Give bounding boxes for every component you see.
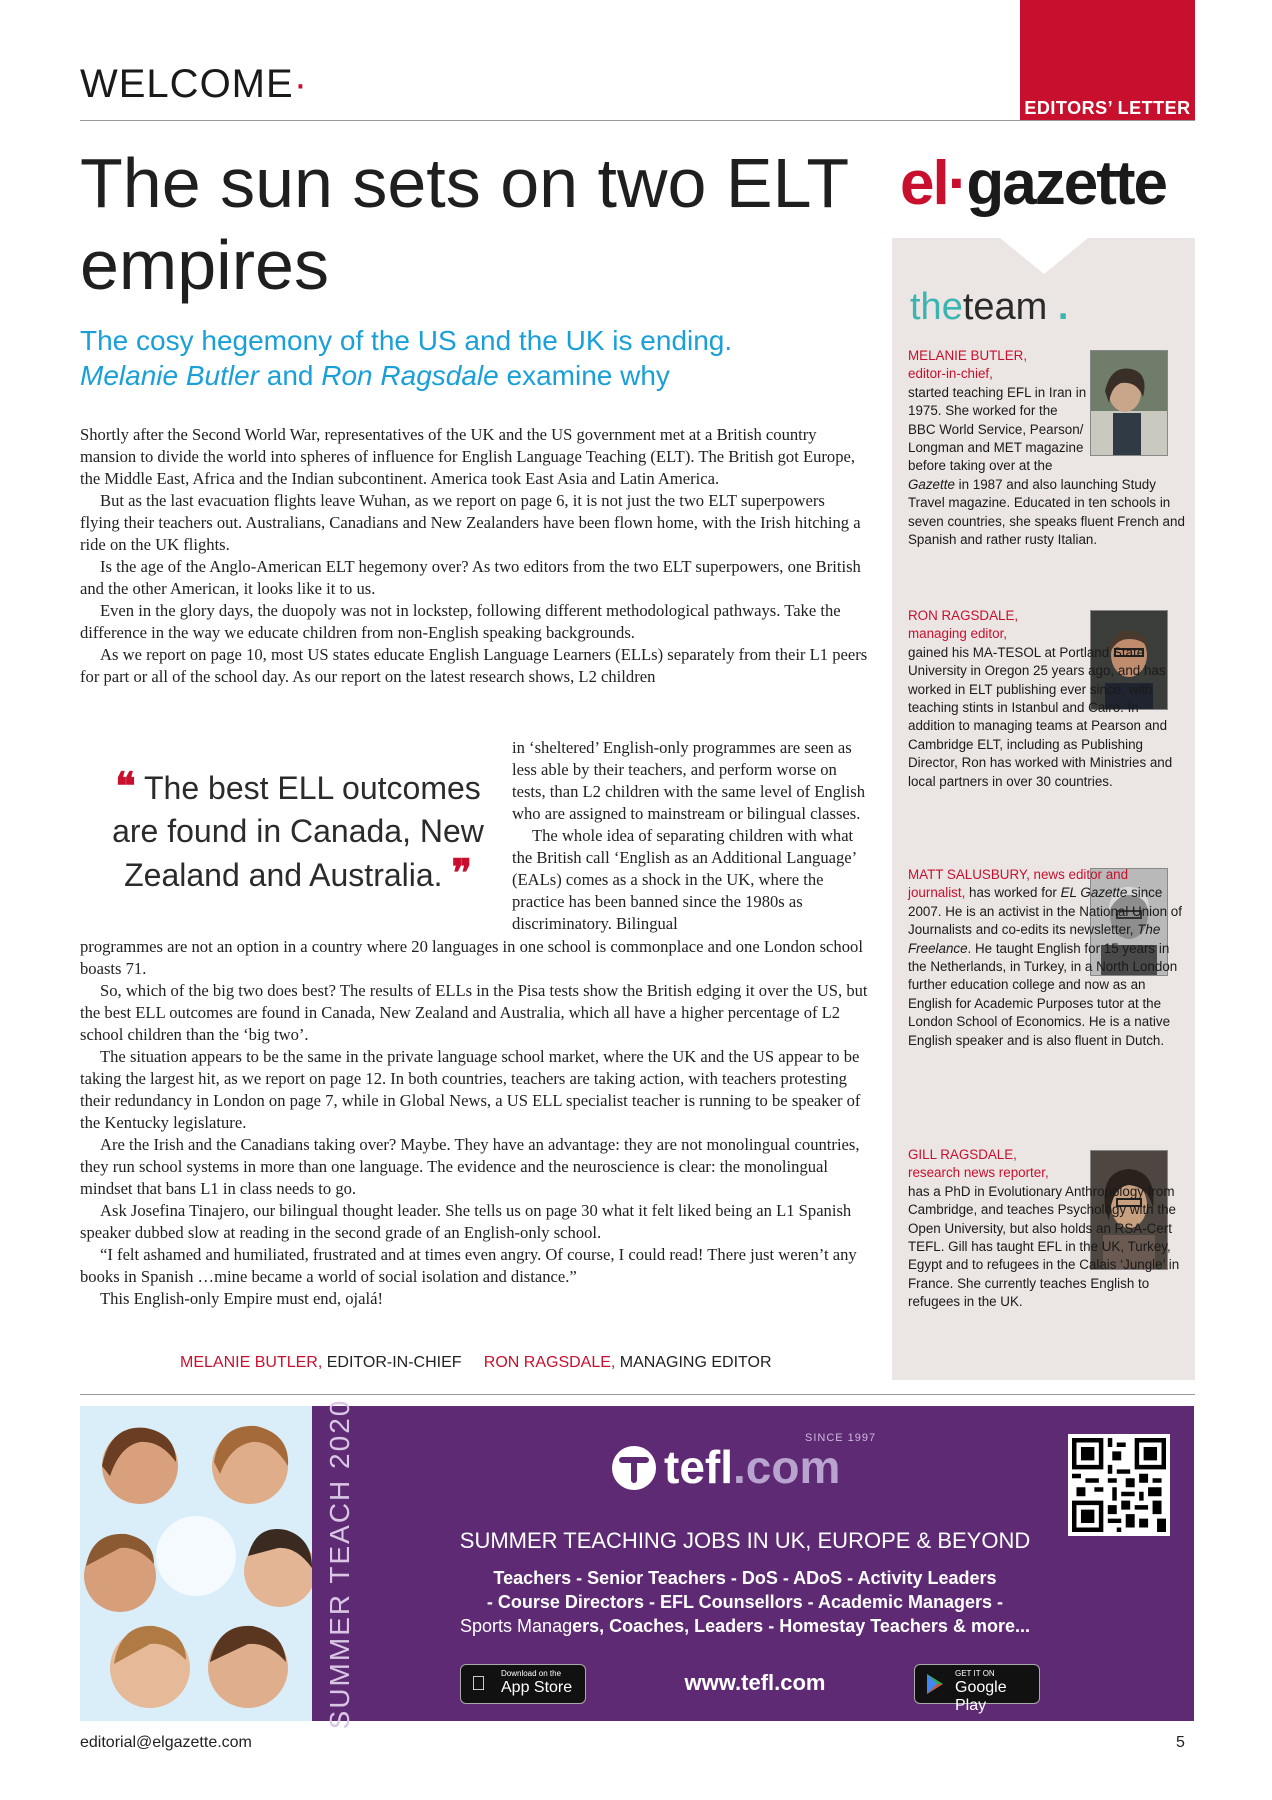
open-quote-icon: ❝ [115, 766, 136, 808]
article-body-right [512, 737, 868, 935]
ad-jobs-list [420, 1566, 1070, 1638]
tefl-logo [664, 1440, 840, 1494]
article-body-bottom [80, 936, 868, 1310]
article-body-top [80, 424, 868, 688]
app-store-big: App Store [501, 1679, 573, 1696]
section-title-dot: · [293, 62, 309, 106]
tefl-logo-dotcom: .com [733, 1441, 841, 1493]
member-role: managing editor, [908, 626, 1008, 642]
signoff-role1: EDITOR-IN-CHIEF [322, 1354, 462, 1371]
member-name: MATT SALUSBURY, [908, 867, 1030, 882]
standfirst-and: and [258, 360, 322, 391]
member-name: MELANIE BUTLER, [908, 348, 1028, 363]
member-bio [908, 644, 1188, 791]
footer-email[interactable]: editorial@elgazette.com [80, 1734, 252, 1751]
team-title-team: team [962, 286, 1048, 328]
member-bio-italic: The Freelance [908, 922, 1161, 956]
ad-jobs-line: - Course Directors - EFL Counsellors - Academic Managers - [486, 1592, 1004, 1612]
team-member-gill [908, 1146, 1188, 1312]
member-name: RON RAGSDALE, [908, 608, 1019, 623]
qr-code[interactable] [1068, 1434, 1170, 1536]
member-bio-start: has worked for [965, 885, 1061, 901]
member-bio [908, 1183, 1188, 1312]
section-title-text: WELCOME [80, 62, 294, 106]
article-signoff [180, 1354, 772, 1372]
member-bio-end: in 1987 and also launching Study Travel magazine. Educated in ten schools in seven countries, she speaks fluent French and Spanish and rather rusty Italian. [908, 476, 1185, 548]
play-icon [925, 1673, 945, 1701]
signoff-name2: RON RAGSDALE, [483, 1354, 616, 1371]
member-bio-text: has a PhD in Evolutionary Anthropology from Cambridge, and teaches Psychology with the Open University, but also holds an RSA-Cert TEFL. Gill has taught EFL in the UK, Turkey, Egypt and to refugees in the Calais ‘Jungle’ in France. She currently teaches English to refugees in the UK. [908, 1183, 1180, 1310]
member-bio [908, 384, 1188, 550]
header-divider [80, 120, 1195, 121]
app-store-small: Download on the [501, 1669, 562, 1678]
signoff-role2: MANAGING EDITOR [615, 1354, 772, 1371]
member-role: editor-in-chief, [908, 366, 993, 382]
page-number: 5 [1176, 1734, 1185, 1751]
apple-icon [471, 1673, 486, 1696]
ad-divider [80, 1394, 1195, 1395]
tefl-since: SINCE 1997 [805, 1432, 877, 1444]
elgazette-logo [900, 148, 1166, 219]
paragraph: Ask Josefina Tinajero, our bilingual thought leader. She tells us on page 30 what it felt liked being an L1 Spanish speaker dubbed slow at reading in the second grade of an English-only school. [80, 1201, 852, 1242]
close-quote-icon: ❞ [451, 853, 472, 895]
signoff-name1: MELANIE BUTLER, [180, 1354, 323, 1371]
ad-jobs-line-thin: Sports Manag [460, 1616, 573, 1636]
pull-quote-text: The best ELL outcomes are found in Canada, New Zealand and Australia. [112, 770, 484, 893]
google-play-small: GET IT ON [955, 1669, 995, 1678]
app-store-button[interactable] [460, 1664, 586, 1704]
tefl-logo-tefl: tefl [664, 1441, 733, 1493]
logo-el: el [900, 149, 948, 218]
team-title [910, 286, 1068, 329]
article-headline: The sun sets on two ELT empires [80, 144, 848, 304]
paragraph: So, which of the big two does best? The results of ELLs in the Pisa tests show the British edging it over the US, but the best ELL outcomes are found in Canada, New Zealand and Australia, which all have a higher percentage of L2 school children than the ‘big two’. [80, 981, 868, 1044]
paragraph: The situation appears to be the same in the private language school market, where the UK and the US appear to be taking the largest hit, as we report on page 12. In both countries, teachers are taking action, with teachers protesting their redundancy in London on page 7, while in Global News, a US ELL specialist teacher is running to be speaker of the Kentucky legislature. [80, 1047, 861, 1132]
ad-headline: SUMMER TEACHING JOBS IN UK, EUROPE & BEYOND [459, 1528, 1031, 1553]
standfirst-end: examine why [498, 360, 670, 391]
paragraph: Even in the glory days, the duopoly was not in lockstep, following different methodological pathways. Take the difference in the way we educate children from non-English speaking backgrounds. [80, 601, 841, 642]
member-bio-text: gained his MA-TESOL at Portland State University in Oregon 25 years ago, and has worked in ELT publishing ever since, with teaching stints in Istanbul and Cairo. In addition to managing teams at Pearson and Cambridge ELT, including as Publishing Director, Ron has worked with Ministries and local partners in over 30 countries. [908, 644, 1173, 789]
ad-url-link[interactable]: www.tefl.com [684, 1670, 826, 1695]
ad-children-photo [80, 1406, 312, 1721]
ad-jobs-line: Teachers - Senior Teachers - DoS - ADoS - Activity Leaders [493, 1568, 997, 1588]
member-bio-end: . He taught English for 15 years in the Netherlands, in Turkey, in a North London further education college and now as an English for Academic Purposes tutor at the London School of Economics. He is a native English speaker and is also fluent in Dutch. [908, 940, 1178, 1048]
pull-quote [108, 766, 488, 897]
team-member-matt [908, 866, 1188, 1050]
ad-side-label [312, 1398, 368, 1729]
tefl-logo-icon [612, 1446, 656, 1490]
member-bio-italic: Gazette [908, 476, 955, 492]
paragraph: But as the last evacuation flights leave Wuhan, as we report on page 6, it is not just the two ELT superpowers flying their teachers out. Australians, Canadians and New Zealanders have been flown home, with the Irish hitching a ride on the UK flights. [80, 491, 861, 554]
standfirst-author1: Melanie Butler [80, 360, 259, 391]
ad-jobs-line [420, 1614, 1070, 1638]
standfirst-author2: Ron Ragsdale [321, 360, 499, 391]
paragraph: This English-only Empire must end, ojalá! [100, 1289, 383, 1308]
ad-jobs-line-bold: ers, Coaches, Leaders - Homestay Teachers & more... [572, 1616, 1030, 1636]
team-member-ron [908, 607, 1188, 791]
article-standfirst [80, 323, 800, 393]
paragraph: The whole idea of separating children with what the British call ‘English as an Additional Language’ (EALs) comes as a shock in the UK, where the practice has been banned since the 1980s as discriminatory. Bilingual [512, 826, 856, 933]
paragraph: Shortly after the Second World War, representatives of the UK and the US government met at a British country mansion to divide the world into spheres of influence for English Language Teaching (ELT). The British got Europe, the Middle East, Africa and the Indian subcontinent. America took East Asia and Latin America. [80, 425, 856, 488]
team-sidebar-notch [1000, 238, 1088, 274]
team-title-dot: . [1057, 286, 1069, 328]
member-bio-mid: since 2007. He is an activist in the National Union of Journalists and co-edits its newsletter, [908, 885, 1182, 938]
team-title-the: the [910, 286, 963, 328]
member-bio-text: started teaching EFL in Iran in 1975. She worked for the BBC World Service, Pearson/ Longman and MET magazine before taking over at the [908, 384, 1087, 474]
paragraph: Is the age of the Anglo-American ELT hegemony over? As two editors from the two ELT superpowers, one British and the other American, it looks like it to us. [80, 557, 861, 598]
paragraph: in ‘sheltered’ English-only programmes are seen as less able by their teachers, and perform worse on tests, than L2 children with the same level of English who are assigned to mainstream or bilingual classes. [512, 738, 865, 823]
google-play-button[interactable] [914, 1664, 1040, 1714]
section-tab-label: EDITORS’ LETTER [1024, 98, 1191, 118]
member-role: research news reporter, [908, 1165, 1049, 1181]
paragraph: Are the Irish and the Canadians taking over? Maybe. They have an advantage: they are not monolingual countries, they run school systems in more than one language. The evidence and the neuroscience is clear: the monolingual mindset that bans L1 in class needs to go. [80, 1135, 860, 1198]
paragraph: “I felt ashamed and humiliated, frustrated and at times even angry. Of course, I could read! There just weren’t any books in Spanish …mine became a world of social isolation and distance.” [80, 1245, 857, 1286]
member-role: news editor and journalist, [908, 867, 1129, 901]
paragraph: As we report on page 10, most US states educate English Language Learners (ELLs) separately from their L1 peers for part or all of the school day. As our report on the latest research shows, L2 children [80, 645, 868, 686]
member-bio-italic: EL Gazette [1060, 885, 1128, 901]
section-title [80, 62, 308, 107]
paragraph: programmes are not an option in a country where 20 languages in one school is commonplace and one London school boasts 71. [80, 937, 863, 978]
ad-side-text: SUMMER TEACH 2020 [324, 1398, 355, 1729]
standfirst-line1: The cosy hegemony of the US and the UK is ending. [80, 325, 733, 356]
member-name: GILL RAGSDALE, [908, 1147, 1017, 1162]
logo-gazette: gazette [966, 149, 1166, 218]
google-play-big: Google Play [955, 1679, 1007, 1714]
logo-dot: · [947, 149, 967, 218]
team-member-melanie [908, 347, 1188, 549]
